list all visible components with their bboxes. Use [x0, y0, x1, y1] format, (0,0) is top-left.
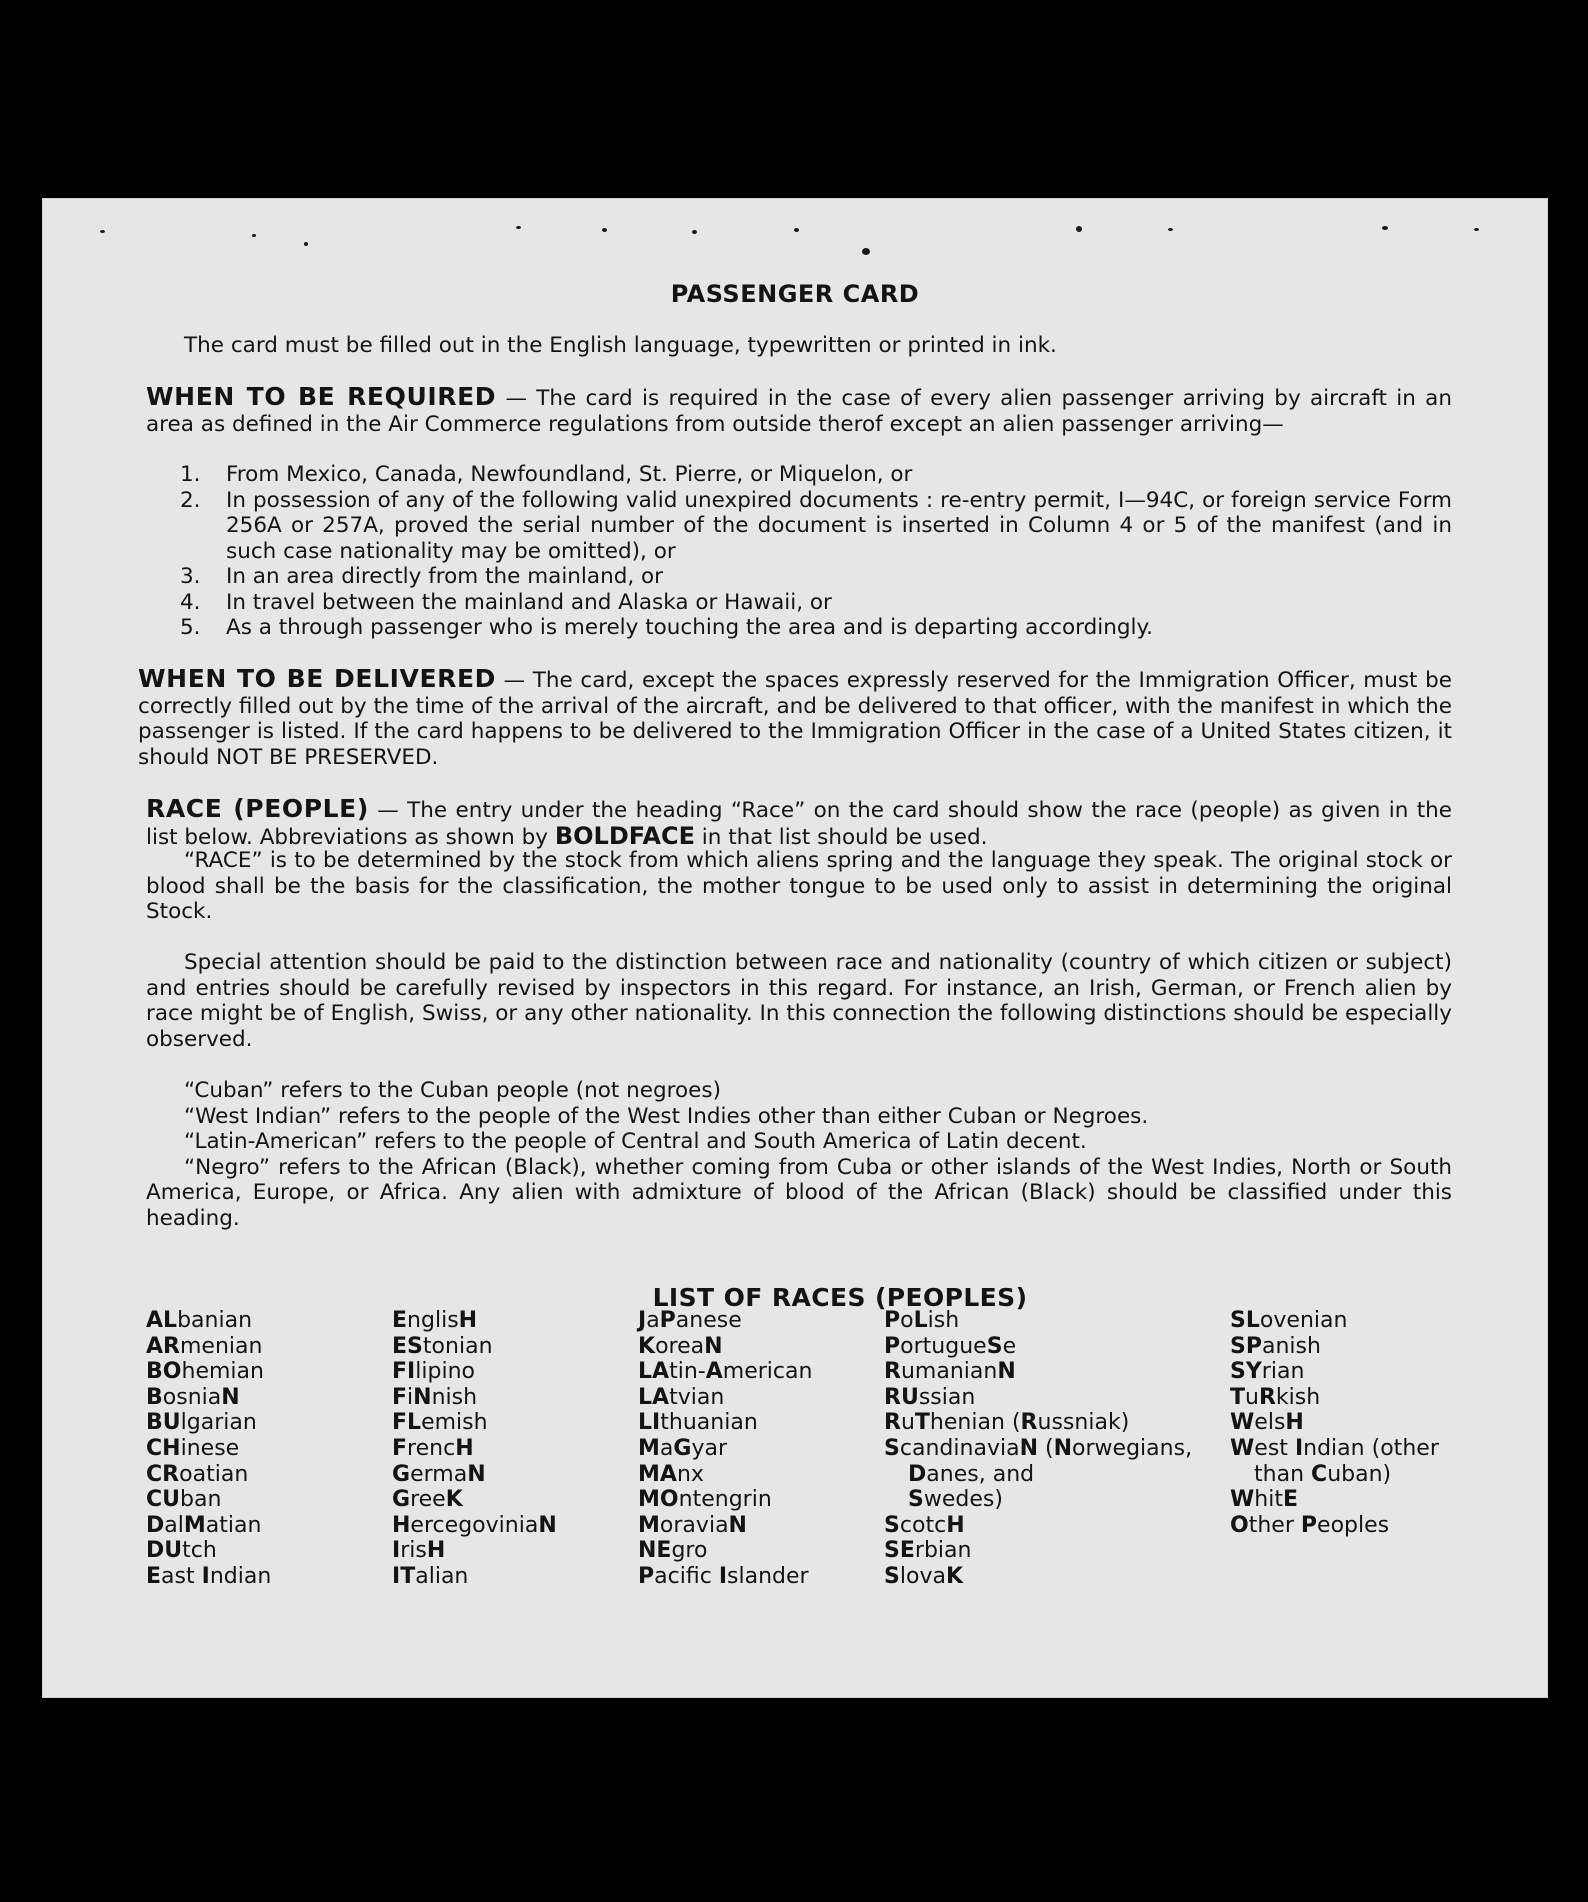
- exception-item: [180, 564, 1452, 590]
- race-entry: CRoatian: [146, 1461, 249, 1487]
- passenger-card: [42, 198, 1548, 1698]
- intro-text: The card must be filled out in the English language, typewritten or printed in ink.: [184, 333, 1057, 358]
- speck-mark: [1168, 228, 1173, 231]
- race-entry: ARmenian: [146, 1333, 263, 1359]
- race-entry: ALbanian: [146, 1308, 253, 1333]
- races-column-2: [392, 1308, 557, 1590]
- speck-mark: [516, 226, 521, 229]
- card-title: PASSENGER CARD: [670, 280, 920, 308]
- required-text: — The card is required in the case of every alien passenger arriving by aircraft in an area as defined in the Air Commerce regulations from outside therof except an alien passenger arriving—: [146, 386, 1452, 437]
- race-entry: SYrian: [1230, 1359, 1305, 1385]
- definitions-list: [146, 1078, 1452, 1231]
- race-entry: JaPanese: [638, 1308, 742, 1333]
- race-paragraph-2: “RACE” is to be determined by the stock from which aliens spring and the language they speak. The original stock or blood shall be the basis for the classification, the mother tongue to be used only to assist in determining the original Stock.: [146, 848, 1452, 924]
- speck-mark: [602, 228, 607, 232]
- exception-number: 4.: [180, 589, 201, 615]
- race-entry: SPanish: [1230, 1333, 1321, 1359]
- race-entry: MaGyar: [638, 1435, 728, 1461]
- race-entry: MoraviaN: [638, 1512, 747, 1538]
- boldface-word: BOLDFACE: [554, 821, 695, 850]
- race-entry: RUssian: [884, 1384, 976, 1410]
- races-column-1: [146, 1308, 271, 1590]
- race-entry: ITalian: [392, 1563, 469, 1589]
- race-entry: IrisH: [392, 1538, 446, 1564]
- race-entry: SlovaK: [884, 1563, 964, 1589]
- speck-mark: [794, 228, 799, 232]
- exception-item: [180, 488, 1452, 565]
- race-entry: Other Peoples: [1230, 1512, 1390, 1538]
- race-entry: East Indian: [146, 1563, 272, 1589]
- race-entry: SErbian: [884, 1538, 972, 1564]
- race-entry: WhitE: [1230, 1487, 1299, 1513]
- race-entry: WelsH: [1230, 1410, 1304, 1436]
- speck-mark: [1076, 226, 1082, 232]
- speck-mark: [1474, 228, 1479, 231]
- delivered-heading: WHEN TO BE DELIVERED: [138, 664, 497, 693]
- race-entry: NEgro: [638, 1538, 708, 1564]
- exception-number: 1.: [180, 462, 201, 487]
- race-text-b: in that list should be used.: [694, 824, 988, 850]
- speck-mark: [1382, 226, 1388, 230]
- special-attention-text: Special attention should be paid to the distinction between race and nationality (country of which citizen or subject) and entries should be carefully revised by inspectors in this regard. For instance, an Irish, German, or French alien by race might be of English, Swiss, or any other nationality. In this connection the following distinctions should be especially observed.: [146, 950, 1452, 1052]
- exception-item: [180, 462, 1452, 488]
- definition-item: “Latin-American” refers to the people of Central and South America of Latin decent.: [184, 1129, 1087, 1154]
- exception-number: 2.: [180, 487, 201, 513]
- definition-item: “Cuban” refers to the Cuban people (not negroes): [184, 1078, 721, 1103]
- race-entry: FiNnish: [392, 1384, 478, 1410]
- exception-item: [180, 615, 1452, 641]
- race-entry: LIthuanian: [638, 1410, 758, 1436]
- race-section: [146, 796, 1452, 850]
- exception-text: From Mexico, Canada, Newfoundland, St. Pierre, or Miquelon, or: [226, 462, 913, 487]
- race-entry: PoLish: [884, 1308, 960, 1333]
- exception-text: In travel between the mainland and Alaska or Hawaii, or: [226, 589, 832, 615]
- exception-text: As a through passenger who is merely touching the area and is departing accordingly.: [226, 615, 1153, 640]
- race-entry: LAtin-American: [638, 1359, 813, 1385]
- race-entry: KoreaN: [638, 1333, 723, 1359]
- race-entry: FIlipino: [392, 1359, 475, 1385]
- exception-number: 3.: [180, 564, 201, 589]
- race-entry: EnglisH: [392, 1308, 478, 1333]
- race-entry: EStonian: [392, 1333, 493, 1359]
- race-entry: HercegoviniaN: [392, 1512, 557, 1538]
- race-entry: West Indian (other: [1230, 1435, 1439, 1461]
- race-entry: GermaN: [392, 1461, 486, 1487]
- races-column-4: [884, 1308, 1192, 1590]
- race-heading: RACE (PEOPLE): [146, 794, 369, 823]
- race-entry: SLovenian: [1230, 1308, 1348, 1333]
- race-entry: GreeK: [392, 1487, 463, 1513]
- race-entry: RumanianN: [884, 1359, 1016, 1385]
- race-entry: RuThenian (Russniak): [884, 1410, 1130, 1436]
- required-section: [146, 384, 1452, 437]
- delivered-text: — The card, except the spaces expressly reserved for the Immigration Officer, must be correctly filled out by the time of the arrival of the aircraft, and be delivered to that officer, with the manifest in which the passenger is listed. If the card happens to be delivered to the Immigration Officer in the case of a United States citizen, it should NOT BE PRESERVED.: [138, 668, 1453, 770]
- speck-mark: [304, 242, 308, 246]
- speck-mark: [100, 230, 105, 233]
- race-entry: DUtch: [146, 1538, 217, 1564]
- races-column-3: [638, 1308, 812, 1590]
- list-of-races-title: LIST OF RACES (PEOPLES): [652, 1283, 1028, 1312]
- speck-mark: [692, 230, 697, 234]
- exception-text: In an area directly from the mainland, or: [226, 564, 664, 589]
- race-entry: Swedes): [908, 1487, 1003, 1513]
- exception-item: [180, 590, 1452, 616]
- race-entry: BosniaN: [146, 1384, 240, 1410]
- race-entry: FLemish: [392, 1410, 488, 1436]
- exception-text: In possession of any of the following valid unexpired documents : re-entry permit, I—94C, or foreign service Form 256A or 257A, proved the serial number of the document is inserted in Column 4 or 5 of the manifest (and in such case nationality may be omitted), or: [226, 487, 1452, 564]
- required-exceptions-list: [180, 462, 1452, 641]
- race-text-a: — The entry under the heading “Race” on the card should show the race (people) as given in the list below. Abbreviations as shown by: [146, 798, 1452, 850]
- definition-item: “West Indian” refers to the people of the West Indies other than either Cuban or Negroes.: [184, 1103, 1149, 1129]
- race-entry: DalMatian: [146, 1512, 262, 1538]
- delivered-section: [138, 666, 1452, 770]
- exception-number: 5.: [180, 615, 201, 640]
- race-entry: CHinese: [146, 1435, 240, 1461]
- race-entry: Pacifc Islander: [638, 1563, 809, 1589]
- speck-mark: [862, 248, 870, 255]
- race-entry: LAtvian: [638, 1384, 725, 1410]
- race-entry: ScotcH: [884, 1512, 965, 1538]
- race-entry: PortugueSe: [884, 1333, 1017, 1359]
- race-entry: TuRkish: [1230, 1384, 1321, 1410]
- race-entry: CUban: [146, 1487, 222, 1513]
- race-entry: MOntengrin: [638, 1487, 772, 1513]
- races-column-5: [1230, 1308, 1439, 1538]
- race-entry: than Cuban): [1254, 1461, 1392, 1487]
- required-heading: WHEN TO BE REQUIRED: [146, 382, 497, 411]
- race-entry: ScandinaviaN (Norwegians,: [884, 1435, 1193, 1461]
- speck-mark: [252, 234, 256, 237]
- race-entry: MAnx: [638, 1461, 704, 1487]
- race-entry: BOhemian: [146, 1359, 264, 1385]
- race-entry: FrencH: [392, 1435, 474, 1461]
- race-entry: BUlgarian: [146, 1410, 257, 1436]
- definition-item: “Negro” refers to the African (Black), whether coming from Cuba or other islands of the West Indies, North or South America, Europe, or Africa. Any alien with admixture of blood of the African (Black) should be classified under this heading.: [146, 1154, 1452, 1231]
- race-entry: Danes, and: [908, 1461, 1035, 1487]
